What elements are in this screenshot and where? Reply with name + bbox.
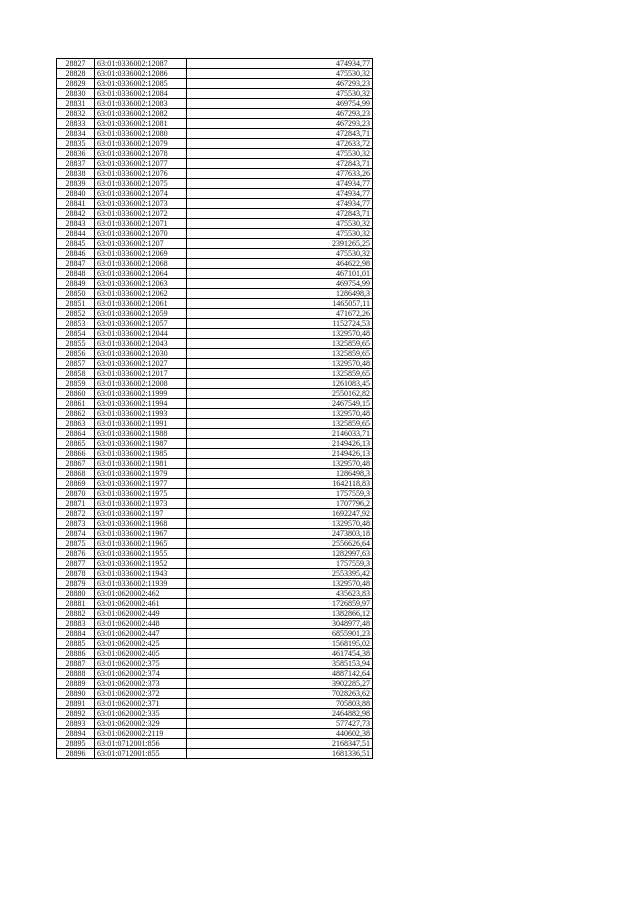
cadastral-number-cell: 63:01:0336002:12008 xyxy=(95,379,187,389)
table-row xyxy=(57,399,373,409)
table-row xyxy=(57,149,373,159)
cadastral-value-cell: 472843,71 xyxy=(187,159,373,169)
row-number-cell: 28878 xyxy=(57,569,95,579)
table-row xyxy=(57,729,373,739)
cadastral-value-cell: 472843,71 xyxy=(187,129,373,139)
row-number-cell: 28852 xyxy=(57,309,95,319)
cadastral-value-cell: 1152724,53 xyxy=(187,319,373,329)
table-row xyxy=(57,679,373,689)
cadastral-number-cell: 63:01:0336002:12081 xyxy=(95,119,187,129)
cadastral-number-cell: 63:01:0336002:12071 xyxy=(95,219,187,229)
table-row xyxy=(57,419,373,429)
cadastral-value-cell: 577427,73 xyxy=(187,719,373,729)
row-number-cell: 28859 xyxy=(57,379,95,389)
cadastral-value-cell: 1286498,3 xyxy=(187,289,373,299)
table-row xyxy=(57,329,373,339)
row-number-cell: 28829 xyxy=(57,79,95,89)
table-row xyxy=(57,549,373,559)
cadastral-number-cell: 63:01:0620002:374 xyxy=(95,669,187,679)
row-number-cell: 28868 xyxy=(57,469,95,479)
row-number-cell: 28830 xyxy=(57,89,95,99)
table-row xyxy=(57,319,373,329)
cadastral-number-cell: 63:01:0620002:373 xyxy=(95,679,187,689)
cadastral-value-cell: 475530,32 xyxy=(187,219,373,229)
table-row xyxy=(57,309,373,319)
cadastral-value-cell: 472633,72 xyxy=(187,139,373,149)
cadastral-number-cell: 63:01:0620002:447 xyxy=(95,629,187,639)
cadastral-number-cell: 63:01:0620002:462 xyxy=(95,589,187,599)
cadastral-value-cell: 2553395,42 xyxy=(187,569,373,579)
cadastral-value-cell: 467101,01 xyxy=(187,269,373,279)
cadastral-number-cell: 63:01:0620002:372 xyxy=(95,689,187,699)
row-number-cell: 28845 xyxy=(57,239,95,249)
cadastral-number-cell: 63:01:0336002:12086 xyxy=(95,69,187,79)
cadastral-value-cell: 2168347,51 xyxy=(187,739,373,749)
row-number-cell: 28846 xyxy=(57,249,95,259)
row-number-cell: 28888 xyxy=(57,669,95,679)
cadastral-number-cell: 63:01:0336002:11979 xyxy=(95,469,187,479)
cadastral-value-cell: 475530,32 xyxy=(187,69,373,79)
cadastral-number-cell: 63:01:0336002:12085 xyxy=(95,79,187,89)
row-number-cell: 28831 xyxy=(57,99,95,109)
table-row xyxy=(57,79,373,89)
cadastral-value-cell: 467293,23 xyxy=(187,109,373,119)
cadastral-number-cell: 63:01:0336002:12075 xyxy=(95,179,187,189)
cadastral-value-cell: 1325859,65 xyxy=(187,369,373,379)
cadastral-number-cell: 63:01:0336002:12057 xyxy=(95,319,187,329)
row-number-cell: 28841 xyxy=(57,199,95,209)
row-number-cell: 28896 xyxy=(57,749,95,759)
cadastral-number-cell: 63:01:0336002:11973 xyxy=(95,499,187,509)
row-number-cell: 28884 xyxy=(57,629,95,639)
row-number-cell: 28835 xyxy=(57,139,95,149)
cadastral-number-cell: 63:01:0336002:11988 xyxy=(95,429,187,439)
row-number-cell: 28856 xyxy=(57,349,95,359)
row-number-cell: 28832 xyxy=(57,109,95,119)
row-number-cell: 28886 xyxy=(57,649,95,659)
cadastral-value-cell: 1707796,2 xyxy=(187,499,373,509)
cadastral-value-cell: 475530,32 xyxy=(187,149,373,159)
row-number-cell: 28889 xyxy=(57,679,95,689)
cadastral-number-cell: 63:01:0336002:12063 xyxy=(95,279,187,289)
row-number-cell: 28876 xyxy=(57,549,95,559)
row-number-cell: 28872 xyxy=(57,509,95,519)
cadastral-number-cell: 63:01:0336002:12074 xyxy=(95,189,187,199)
row-number-cell: 28877 xyxy=(57,559,95,569)
cadastral-number-cell: 63:01:0336002:11977 xyxy=(95,479,187,489)
cadastral-number-cell: 63:01:0620002:329 xyxy=(95,719,187,729)
cadastral-number-cell: 63:01:0336002:12069 xyxy=(95,249,187,259)
row-number-cell: 28848 xyxy=(57,269,95,279)
cadastral-number-cell: 63:01:0336002:11975 xyxy=(95,489,187,499)
row-number-cell: 28869 xyxy=(57,479,95,489)
cadastral-value-cell: 472843,71 xyxy=(187,209,373,219)
table-row xyxy=(57,59,373,69)
table-row xyxy=(57,699,373,709)
cadastral-number-cell: 63:01:0336002:12059 xyxy=(95,309,187,319)
cadastral-value-cell: 1757559,3 xyxy=(187,489,373,499)
cadastral-value-cell: 475530,32 xyxy=(187,249,373,259)
table-row xyxy=(57,69,373,79)
row-number-cell: 28860 xyxy=(57,389,95,399)
row-number-cell: 28861 xyxy=(57,399,95,409)
cadastral-number-cell: 63:01:0620002:371 xyxy=(95,699,187,709)
row-number-cell: 28843 xyxy=(57,219,95,229)
row-number-cell: 28840 xyxy=(57,189,95,199)
table-row xyxy=(57,529,373,539)
table-row xyxy=(57,739,373,749)
row-number-cell: 28870 xyxy=(57,489,95,499)
cadastral-number-cell: 63:01:0336002:12062 xyxy=(95,289,187,299)
table-row xyxy=(57,439,373,449)
cadastral-number-cell: 63:01:0336002:12079 xyxy=(95,139,187,149)
cadastral-number-cell: 63:01:0336002:11994 xyxy=(95,399,187,409)
table-row xyxy=(57,509,373,519)
cadastral-value-cell: 1382866,12 xyxy=(187,609,373,619)
row-number-cell: 28885 xyxy=(57,639,95,649)
cadastral-value-cell: 467293,23 xyxy=(187,79,373,89)
cadastral-number-cell: 63:01:0336002:12070 xyxy=(95,229,187,239)
cadastral-number-cell: 63:01:0336002:12080 xyxy=(95,129,187,139)
row-number-cell: 28842 xyxy=(57,209,95,219)
row-number-cell: 28873 xyxy=(57,519,95,529)
row-number-cell: 28864 xyxy=(57,429,95,439)
cadastral-value-cell: 1325859,65 xyxy=(187,339,373,349)
cadastral-number-cell: 63:01:0336002:11968 xyxy=(95,519,187,529)
cadastral-number-cell: 63:01:0336002:12073 xyxy=(95,199,187,209)
cadastral-value-cell: 1681336,51 xyxy=(187,749,373,759)
cadastral-value-cell: 4617454,38 xyxy=(187,649,373,659)
cadastral-value-cell: 7028263,62 xyxy=(187,689,373,699)
row-number-cell: 28827 xyxy=(57,59,95,69)
cadastral-value-cell: 1329570,48 xyxy=(187,409,373,419)
table-row xyxy=(57,599,373,609)
table-row xyxy=(57,579,373,589)
cadastral-value-cell: 2149426,13 xyxy=(187,449,373,459)
cadastral-number-cell: 63:01:0336002:11993 xyxy=(95,409,187,419)
table-row xyxy=(57,159,373,169)
cadastral-number-cell: 63:01:0336002:12030 xyxy=(95,349,187,359)
cadastral-value-cell: 1329570,48 xyxy=(187,329,373,339)
cadastral-value-cell: 705803,88 xyxy=(187,699,373,709)
cadastral-value-cell: 474934,77 xyxy=(187,59,373,69)
cadastral-number-cell: 63:01:0336002:1207 xyxy=(95,239,187,249)
table-row xyxy=(57,639,373,649)
cadastral-value-cell: 4887142,64 xyxy=(187,669,373,679)
table-row xyxy=(57,239,373,249)
cadastral-value-cell: 2473803,18 xyxy=(187,529,373,539)
cadastral-value-cell: 474934,77 xyxy=(187,199,373,209)
cadastral-number-cell: 63:01:0620002:461 xyxy=(95,599,187,609)
row-number-cell: 28857 xyxy=(57,359,95,369)
cadastral-number-cell: 63:01:0712001:855 xyxy=(95,749,187,759)
cadastral-value-cell: 2467549,15 xyxy=(187,399,373,409)
table-row xyxy=(57,389,373,399)
cadastral-value-cell: 1692247,92 xyxy=(187,509,373,519)
cadastral-value-cell: 1329570,48 xyxy=(187,579,373,589)
cadastral-value-cell: 475530,32 xyxy=(187,229,373,239)
cadastral-number-cell: 63:01:0336002:12087 xyxy=(95,59,187,69)
table-row xyxy=(57,659,373,669)
cadastral-number-cell: 63:01:0336002:12027 xyxy=(95,359,187,369)
table-row xyxy=(57,259,373,269)
row-number-cell: 28881 xyxy=(57,599,95,609)
table-row xyxy=(57,559,373,569)
table-row xyxy=(57,89,373,99)
row-number-cell: 28875 xyxy=(57,539,95,549)
cadastral-value-cell: 1726859,97 xyxy=(187,599,373,609)
cadastral-value-cell: 1568195,02 xyxy=(187,639,373,649)
row-number-cell: 28838 xyxy=(57,169,95,179)
cadastral-number-cell: 63:01:0620002:448 xyxy=(95,619,187,629)
table-row xyxy=(57,409,373,419)
cadastral-value-cell: 3048977,48 xyxy=(187,619,373,629)
row-number-cell: 28836 xyxy=(57,149,95,159)
cadastral-value-cell: 1261083,45 xyxy=(187,379,373,389)
cadastral-number-cell: 63:01:0336002:11952 xyxy=(95,559,187,569)
table-row xyxy=(57,199,373,209)
cadastral-number-cell: 63:01:0336002:11999 xyxy=(95,389,187,399)
cadastral-number-cell: 63:01:0620002:335 xyxy=(95,709,187,719)
cadastral-value-cell: 1465057,11 xyxy=(187,299,373,309)
cadastral-value-cell: 3902285,27 xyxy=(187,679,373,689)
cadastral-value-cell: 440602,38 xyxy=(187,729,373,739)
table-row xyxy=(57,429,373,439)
row-number-cell: 28862 xyxy=(57,409,95,419)
cadastral-number-cell: 63:01:0620002:375 xyxy=(95,659,187,669)
cadastral-number-cell: 63:01:0336002:12068 xyxy=(95,259,187,269)
row-number-cell: 28893 xyxy=(57,719,95,729)
row-number-cell: 28850 xyxy=(57,289,95,299)
row-number-cell: 28851 xyxy=(57,299,95,309)
row-number-cell: 28891 xyxy=(57,699,95,709)
cadastral-value-cell: 1757559,3 xyxy=(187,559,373,569)
row-number-cell: 28865 xyxy=(57,439,95,449)
cadastral-value-cell: 2146033,71 xyxy=(187,429,373,439)
row-number-cell: 28833 xyxy=(57,119,95,129)
cadastral-number-cell: 63:01:0336002:11985 xyxy=(95,449,187,459)
table-row xyxy=(57,479,373,489)
table-row xyxy=(57,649,373,659)
row-number-cell: 28858 xyxy=(57,369,95,379)
cadastral-value-cell: 435623,83 xyxy=(187,589,373,599)
cadastral-value-cell: 475530,32 xyxy=(187,89,373,99)
cadastral-number-cell: 63:01:0336002:12061 xyxy=(95,299,187,309)
cadastral-number-cell: 63:01:0620002:425 xyxy=(95,639,187,649)
row-number-cell: 28883 xyxy=(57,619,95,629)
cadastral-value-cell: 1282997,63 xyxy=(187,549,373,559)
row-number-cell: 28882 xyxy=(57,609,95,619)
table-row xyxy=(57,539,373,549)
cadastral-value-cell: 467293,23 xyxy=(187,119,373,129)
row-number-cell: 28887 xyxy=(57,659,95,669)
cadastral-value-cell: 1642118,83 xyxy=(187,479,373,489)
table-row xyxy=(57,499,373,509)
row-number-cell: 28828 xyxy=(57,69,95,79)
cadastral-number-cell: 63:01:0336002:11943 xyxy=(95,569,187,579)
cadastral-number-cell: 63:01:0336002:12077 xyxy=(95,159,187,169)
cadastral-number-cell: 63:01:0336002:11967 xyxy=(95,529,187,539)
table-row xyxy=(57,569,373,579)
cadastral-number-cell: 63:01:0336002:12076 xyxy=(95,169,187,179)
row-number-cell: 28895 xyxy=(57,739,95,749)
cadastral-number-cell: 63:01:0336002:1197 xyxy=(95,509,187,519)
table-row xyxy=(57,229,373,239)
row-number-cell: 28866 xyxy=(57,449,95,459)
table-row xyxy=(57,689,373,699)
table-row xyxy=(57,589,373,599)
table-row xyxy=(57,669,373,679)
row-number-cell: 28894 xyxy=(57,729,95,739)
cadastral-value-cell: 2550162,82 xyxy=(187,389,373,399)
cadastral-number-cell: 63:01:0620002:449 xyxy=(95,609,187,619)
cadastral-value-cell: 2391265,25 xyxy=(187,239,373,249)
cadastral-value-cell: 471672,26 xyxy=(187,309,373,319)
cadastral-number-cell: 63:01:0336002:11955 xyxy=(95,549,187,559)
cadastral-number-cell: 63:01:0336002:11939 xyxy=(95,579,187,589)
table-row xyxy=(57,489,373,499)
row-number-cell: 28871 xyxy=(57,499,95,509)
cadastral-value-cell: 2464882,98 xyxy=(187,709,373,719)
cadastral-value-cell: 3585153,94 xyxy=(187,659,373,669)
table-row xyxy=(57,119,373,129)
row-number-cell: 28839 xyxy=(57,179,95,189)
row-number-cell: 28892 xyxy=(57,709,95,719)
table-row xyxy=(57,339,373,349)
row-number-cell: 28867 xyxy=(57,459,95,469)
cadastral-value-cell: 1286498,3 xyxy=(187,469,373,479)
cadastral-value-cell: 464622,98 xyxy=(187,259,373,269)
row-number-cell: 28890 xyxy=(57,689,95,699)
cadastral-number-cell: 63:01:0336002:12064 xyxy=(95,269,187,279)
table-row xyxy=(57,129,373,139)
row-number-cell: 28837 xyxy=(57,159,95,169)
row-number-cell: 28854 xyxy=(57,329,95,339)
cadastral-number-cell: 63:01:0620002:405 xyxy=(95,649,187,659)
table-row xyxy=(57,219,373,229)
table-row xyxy=(57,749,373,759)
cadastral-number-cell: 63:01:0336002:11987 xyxy=(95,439,187,449)
row-number-cell: 28853 xyxy=(57,319,95,329)
cadastral-value-cell: 477633,26 xyxy=(187,169,373,179)
row-number-cell: 28874 xyxy=(57,529,95,539)
table-row xyxy=(57,279,373,289)
cadastral-number-cell: 63:01:0336002:11981 xyxy=(95,459,187,469)
row-number-cell: 28863 xyxy=(57,419,95,429)
table-row xyxy=(57,719,373,729)
table-row xyxy=(57,629,373,639)
table-row xyxy=(57,449,373,459)
cadastral-value-table xyxy=(56,58,373,759)
table-row xyxy=(57,359,373,369)
cadastral-number-cell: 63:01:0336002:11991 xyxy=(95,419,187,429)
table-row xyxy=(57,349,373,359)
table-row xyxy=(57,209,373,219)
row-number-cell: 28855 xyxy=(57,339,95,349)
table-row xyxy=(57,109,373,119)
table-row xyxy=(57,459,373,469)
table-row xyxy=(57,519,373,529)
cadastral-number-cell: 63:01:0620002:2119 xyxy=(95,729,187,739)
table-row xyxy=(57,169,373,179)
table-row xyxy=(57,619,373,629)
cadastral-number-cell: 63:01:0336002:12017 xyxy=(95,369,187,379)
cadastral-value-cell: 1329570,48 xyxy=(187,359,373,369)
table-row xyxy=(57,709,373,719)
table-body xyxy=(57,59,373,759)
table-row xyxy=(57,379,373,389)
cadastral-number-cell: 63:01:0336002:12082 xyxy=(95,109,187,119)
row-number-cell: 28880 xyxy=(57,589,95,599)
cadastral-number-cell: 63:01:0336002:12044 xyxy=(95,329,187,339)
cadastral-value-cell: 2149426,13 xyxy=(187,439,373,449)
row-number-cell: 28849 xyxy=(57,279,95,289)
cadastral-number-cell: 63:01:0336002:11965 xyxy=(95,539,187,549)
cadastral-value-cell: 1329570,48 xyxy=(187,519,373,529)
row-number-cell: 28879 xyxy=(57,579,95,589)
cadastral-value-cell: 2556626,64 xyxy=(187,539,373,549)
table-row xyxy=(57,369,373,379)
cadastral-number-cell: 63:01:0336002:12043 xyxy=(95,339,187,349)
cadastral-value-cell: 6855901,23 xyxy=(187,629,373,639)
cadastral-value-cell: 1325859,65 xyxy=(187,349,373,359)
table-row xyxy=(57,299,373,309)
table-row xyxy=(57,289,373,299)
spreadsheet-page xyxy=(56,58,373,759)
cadastral-value-cell: 1329570,48 xyxy=(187,459,373,469)
cadastral-value-cell: 469754,99 xyxy=(187,279,373,289)
cadastral-number-cell: 63:01:0336002:12083 xyxy=(95,99,187,109)
cadastral-number-cell: 63:01:0336002:12078 xyxy=(95,149,187,159)
table-row xyxy=(57,99,373,109)
row-number-cell: 28847 xyxy=(57,259,95,269)
cadastral-value-cell: 474934,77 xyxy=(187,189,373,199)
row-number-cell: 28844 xyxy=(57,229,95,239)
table-row xyxy=(57,179,373,189)
table-row xyxy=(57,609,373,619)
row-number-cell: 28834 xyxy=(57,129,95,139)
table-row xyxy=(57,189,373,199)
cadastral-number-cell: 63:01:0336002:12072 xyxy=(95,209,187,219)
table-row xyxy=(57,269,373,279)
table-row xyxy=(57,139,373,149)
cadastral-value-cell: 1325859,65 xyxy=(187,419,373,429)
table-row xyxy=(57,469,373,479)
cadastral-number-cell: 63:01:0336002:12084 xyxy=(95,89,187,99)
table-row xyxy=(57,249,373,259)
cadastral-number-cell: 63:01:0712001:856 xyxy=(95,739,187,749)
cadastral-value-cell: 474934,77 xyxy=(187,179,373,189)
cadastral-value-cell: 469754,99 xyxy=(187,99,373,109)
